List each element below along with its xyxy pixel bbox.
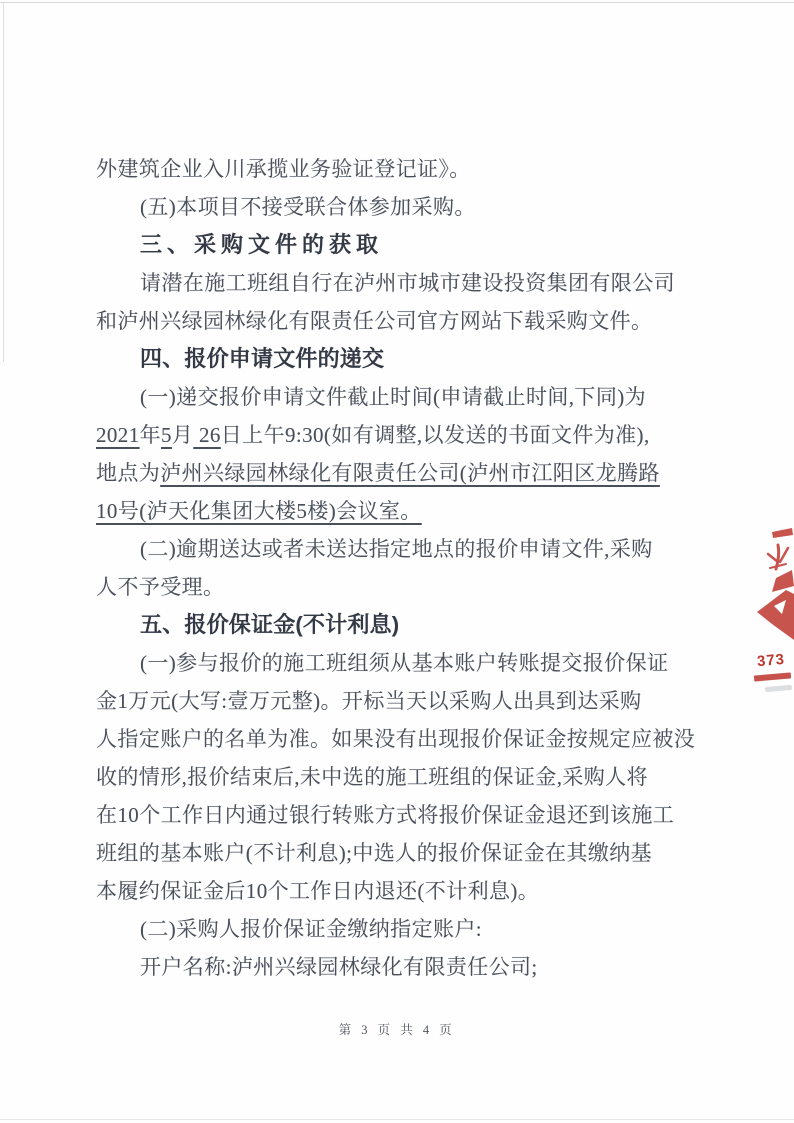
- scan-edge-left: [3, 2, 4, 362]
- text-line: [96, 454, 706, 492]
- text-segment: 和泸州兴绿园林绿化有限责任公司官方网站下载采购文件。: [96, 309, 653, 333]
- text-line: [96, 758, 706, 796]
- scan-edge-top: [0, 2, 794, 3]
- text-segment: (五)本项目不接受联合体参加采购。: [140, 195, 476, 219]
- text-line: [96, 302, 706, 340]
- text-line: [96, 264, 706, 302]
- underlined-text: 26: [193, 423, 221, 447]
- text-segment: 月: [171, 423, 194, 447]
- text-segment: 三、采购文件的获取: [140, 232, 384, 257]
- underlined-text: 泸州兴绿园林绿化有限责任公司(泸州市江阳区龙腾路: [160, 461, 660, 485]
- section-heading: [96, 226, 706, 264]
- text-line: [96, 492, 706, 530]
- text-line: [96, 530, 706, 568]
- text-segment: 金1万元(大写:壹万元整)。开标当天以采购人出具到达采购: [96, 689, 642, 713]
- text-segment: (一)递交报价申请文件截止时间(申请截止时间,下同)为: [140, 385, 647, 409]
- stamp-underline-bar: [754, 672, 791, 681]
- text-line: [96, 150, 706, 188]
- text-segment: (二)采购人报价保证金缴纳指定账户:: [140, 917, 483, 941]
- stamp-number: 373: [756, 650, 786, 671]
- scan-edge-bottom: [0, 1119, 794, 1120]
- text-segment: (一)参与报价的施工班组须从基本账户转账提交报价保证: [140, 651, 669, 675]
- stamp-ghost-mark: [765, 685, 792, 692]
- text-line: [96, 948, 706, 986]
- text-line: [96, 910, 706, 948]
- text-line: [96, 720, 706, 758]
- section-heading: [96, 606, 706, 644]
- text-segment: 人不予受理。: [96, 575, 225, 599]
- page-number: 第 3 页 共 4 页: [338, 1023, 456, 1037]
- text-line: [96, 796, 706, 834]
- text-segment: 班组的基本账户(不计利息);中选人的报价保证金在其缴纳基: [96, 841, 653, 865]
- section-heading: [96, 340, 706, 378]
- text-line: [96, 682, 706, 720]
- text-segment: 本履约保证金后10个工作日内退还(不计利息)。: [96, 879, 540, 903]
- text-segment: 收的情形,报价结束后,未中选的施工班组的保证金,采购人将: [96, 765, 648, 789]
- text-segment: 年: [139, 423, 162, 447]
- stamp-glyph-icon: [752, 528, 794, 650]
- text-segment: 在10个工作日内通过银行转账方式将报价保证金退还到该施工: [96, 803, 675, 827]
- text-line: [96, 834, 706, 872]
- text-segment: (二)逾期送达或者未送达指定地点的报价申请文件,采购: [140, 537, 653, 561]
- text-segment: 日上午9:30(如有调整,以发送的书面文件为准),: [220, 423, 650, 447]
- text-segment: 请潜在施工班组自行在泸州市城市建设投资集团有限公司: [140, 271, 675, 295]
- text-line: [96, 416, 706, 454]
- text-line: [96, 872, 706, 910]
- text-segment: 五、报价保证金(不计利息): [140, 612, 400, 637]
- text-line: [96, 644, 706, 682]
- text-segment: 地点为: [96, 461, 161, 485]
- text-line: [96, 568, 706, 606]
- text-line: [96, 378, 706, 416]
- text-segment: 人指定账户的名单为准。如果没有出现报价保证金按规定应被没: [96, 727, 696, 751]
- document-lines: [96, 150, 706, 986]
- text-segment: 开户名称:泸州兴绿园林绿化有限责任公司;: [140, 955, 538, 979]
- text-line: [96, 188, 706, 226]
- text-segment: 外建筑企业入川承揽业务验证登记证》。: [96, 157, 471, 181]
- text-segment: 四、报价申请文件的递交: [140, 346, 385, 371]
- underlined-text: 5: [161, 423, 172, 447]
- underlined-text: 2021: [96, 423, 140, 447]
- red-stamp-fragment: [752, 528, 794, 698]
- underlined-text: 10号(泸天化集团大楼5楼)会议室。: [96, 499, 422, 523]
